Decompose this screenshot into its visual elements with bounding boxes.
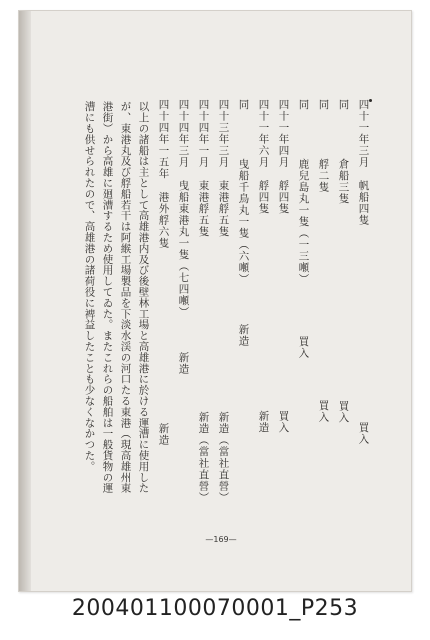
- image-caption: 200401100070001_P253: [71, 596, 359, 621]
- paragraph-line: 港街）から高雄に廻漕するため使用してゐた。またこれらの船舶は一般貨物の運: [101, 101, 114, 494]
- row-vessel: 東港艀五隻: [217, 180, 230, 238]
- row-date: 同: [237, 99, 250, 111]
- row-method: 買入: [357, 422, 370, 445]
- row-vessel: 鹿兒島丸一隻（一三噸）: [297, 158, 310, 285]
- page-body: [31, 11, 411, 591]
- row-method: 新造（當社直營）: [197, 411, 210, 504]
- table-row: [278, 99, 289, 434]
- row-date: 四十三年三月: [217, 99, 230, 168]
- table-row: [178, 99, 189, 375]
- row-vessel: 倉船三隻: [337, 158, 350, 205]
- row-date: 四十一年六月: [257, 99, 270, 168]
- scanned-page: [18, 10, 412, 592]
- row-method: 買入: [317, 400, 330, 423]
- row-method: 新造（當社直營）: [217, 411, 230, 504]
- row-vessel: 艀二隻: [317, 158, 330, 193]
- table-row: [338, 99, 349, 424]
- table-row: [298, 99, 309, 359]
- table-row: [318, 99, 329, 423]
- paragraph-line: が、東港丸及び艀船若干は阿緱工場製品を下淡水渓の河口たる東港（現高雄州東: [119, 101, 132, 494]
- row-method: 買入: [297, 336, 310, 359]
- table-row: [238, 99, 249, 347]
- row-method: 買入: [337, 400, 350, 424]
- table-row: [258, 99, 269, 434]
- row-date: 同: [337, 99, 350, 111]
- row-date: 四十一年三月: [357, 99, 370, 168]
- row-date: 同: [297, 99, 310, 111]
- row-vessel: 東港艀五隻: [197, 180, 210, 238]
- row-method: 新造: [257, 410, 270, 434]
- row-date: 四十四年一月: [197, 99, 210, 168]
- row-date: 四十四年三月: [177, 99, 190, 168]
- table-row: [158, 99, 169, 446]
- row-date: 四十四年一五年: [157, 99, 170, 180]
- row-vessel: 曳船東港丸一隻（七四噸）: [177, 180, 190, 318]
- row-vessel: 港外艀六隻: [157, 191, 170, 249]
- row-vessel: 艀四隻: [257, 180, 270, 215]
- paragraph-line: 以上の諸船は主として高雄港内及び後壁林工場と高雄港に於ける運漕に使用した: [137, 101, 150, 494]
- row-date: 同: [317, 99, 330, 111]
- page-number: —169—: [205, 535, 237, 544]
- row-method: 新造: [177, 352, 190, 375]
- row-method: 新造: [157, 423, 170, 446]
- table-row: [198, 99, 209, 504]
- paragraph-line: 漕にも供せられたので、高雄港の諸荷役に裨益したことも少なくなかつた。: [83, 101, 96, 472]
- row-method: 新造: [237, 324, 250, 347]
- table-row: [218, 99, 229, 504]
- row-vessel: 帆船四隻: [357, 180, 370, 226]
- row-vessel: 曳船千鳥丸一隻（六噸）: [237, 158, 250, 285]
- row-vessel: 艀四隻: [277, 180, 290, 215]
- table-row: [358, 99, 369, 445]
- row-method: 買入: [277, 410, 290, 434]
- row-date: 四十一年四月: [277, 99, 290, 168]
